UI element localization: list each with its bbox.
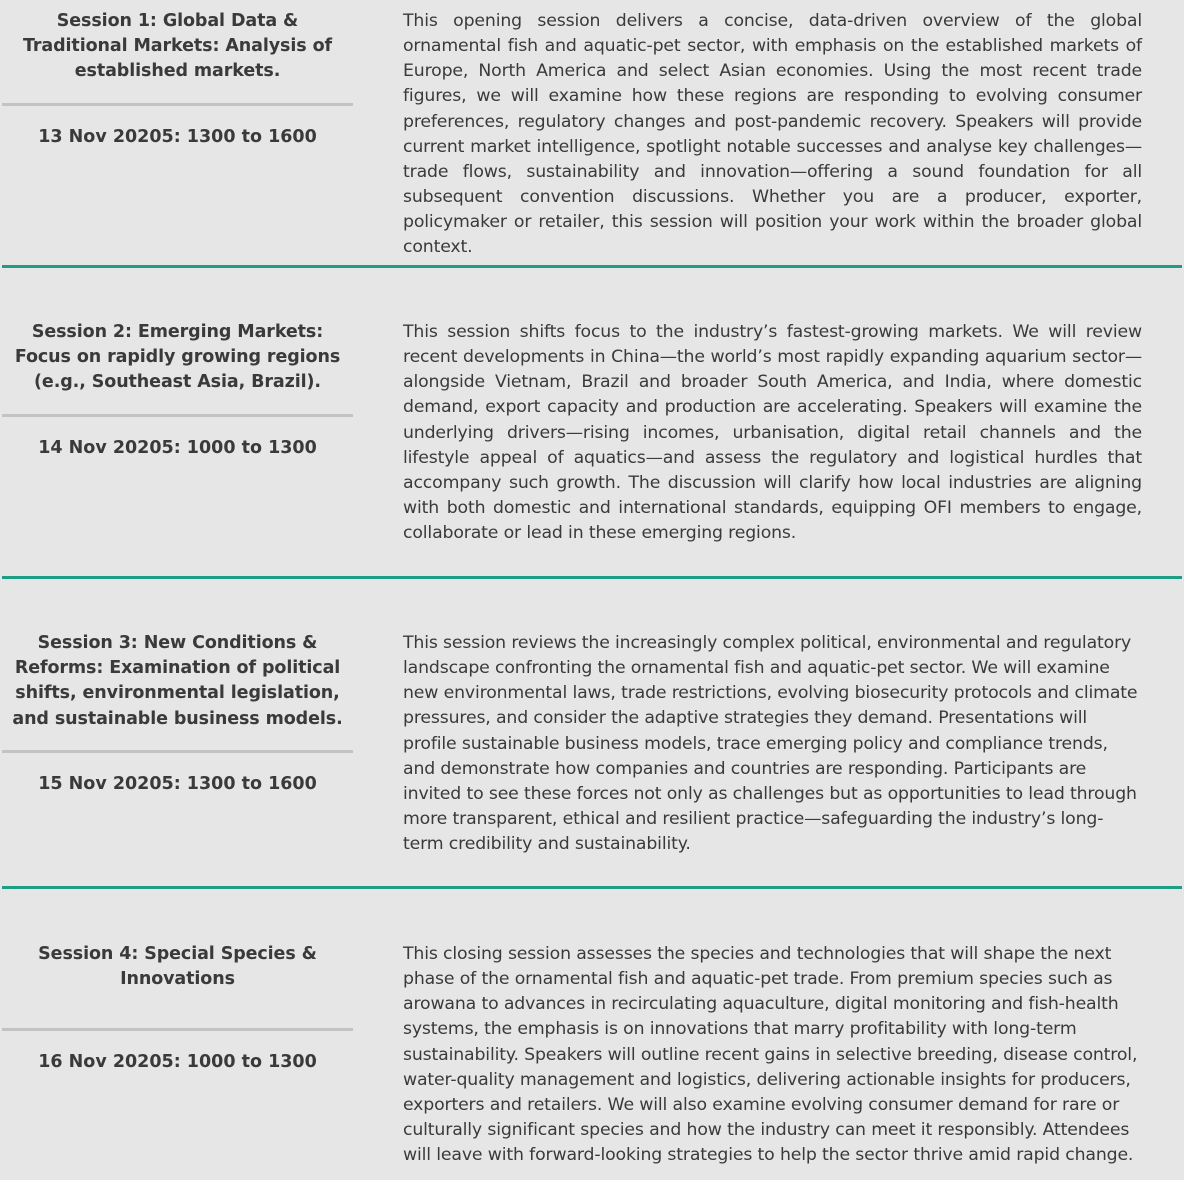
section-separator — [2, 886, 1182, 889]
divider — [2, 750, 353, 753]
session-3-info — [2, 631, 353, 794]
divider — [2, 103, 353, 106]
session-date: 14 Nov 20205: 1000 to 1300 — [38, 438, 317, 458]
session-title: Session 1: Global Data & Traditional Markets: Analysis of established markets. — [22, 11, 333, 82]
session-date: 16 Nov 20205: 1000 to 1300 — [38, 1052, 317, 1072]
section-separator — [2, 265, 1182, 268]
session-date: 15 Nov 20205: 1300 to 1600 — [38, 774, 317, 794]
session-title: Session 4: Special Species & Innovations — [38, 944, 317, 990]
session-description: This session reviews the increasingly complex political, environmental and regulatory landscape confronting the ornamental fish and aquatic-pet sector. We will examine new environmental laws, trade restrictions, evolving biosecurity protocols and climate pressures, and consider the adaptive strategies they demand. Presentations will profile sustainable business models, trace emerging policy and compliance trends, and demonstrate how companies and countries are responding. Participants are invited to see these forces not only as challenges but as opportunities to lead through more transparent, ethical and resilient practice—safeguarding the industry’s long-term credibility and sustainability. — [403, 633, 1138, 855]
section-separator — [2, 576, 1182, 579]
divider — [2, 1028, 353, 1031]
session-description: This closing session assesses the species and technologies that will shape the next phase of the ornamental fish and aquatic-pet trade. From premium species such as arowana to advances in recirculating aquaculture, digital monitoring and fish-health systems, the emphasis is on innovations that marry profitability with long-term sustainability. Speakers will outline recent gains in selective breeding, disease control, water-quality management and logistics, delivering actionable insights for producers, exporters and retailers. We will also examine evolving consumer demand for rare or culturally significant species and how the industry can meet it responsibly. Attendees will leave with forward-looking strategies to help the sector thrive amid rapid change. — [403, 944, 1138, 1166]
session-2-info — [2, 320, 353, 458]
divider — [2, 414, 353, 417]
session-title: Session 2: Emerging Markets: Focus on rapidly growing regions (e.g., Southeast Asia, Brazil). — [14, 322, 341, 393]
session-4-info — [2, 942, 353, 1072]
session-date: 13 Nov 20205: 1300 to 1600 — [38, 127, 317, 147]
session-description: This opening session delivers a concise, data-driven overview of the global ornamental fish and aquatic-pet sector, with emphasis on the established markets of Europe, North America and select Asian economies. Using the most recent trade figures, we will examine how these regions are responding to evolving consumer preferences, regulatory changes and post-pandemic recovery. Speakers will provide current market intelligence, spotlight notable successes and analyse key challenges—trade flows, sustainability and innovation—offering a sound foundation for all subsequent convention discussions. Whether you are a producer, exporter, policymaker or retailer, this session will position your work within the broader global context. — [403, 11, 1142, 258]
session-description: This session shifts focus to the industry’s fastest-growing markets. We will review recent developments in China—the world’s most rapidly expanding aquarium sector—alongside Vietnam, Brazil and broader South America, and India, where domestic demand, export capacity and production are accelerating. Speakers will examine the underlying drivers—rising incomes, urbanisation, digital retail channels and the lifestyle appeal of aquatics—and assess the regulatory and logistical hurdles that accompany such growth. The discussion will clarify how local industries are aligning with both domestic and international standards, equipping OFI members to engage, collaborate or lead in these emerging regions. — [403, 322, 1142, 544]
session-1-info — [2, 9, 353, 147]
session-title: Session 3: New Conditions & Reforms: Examination of political shifts, environmental legislation, and sustainable business models. — [12, 633, 343, 729]
